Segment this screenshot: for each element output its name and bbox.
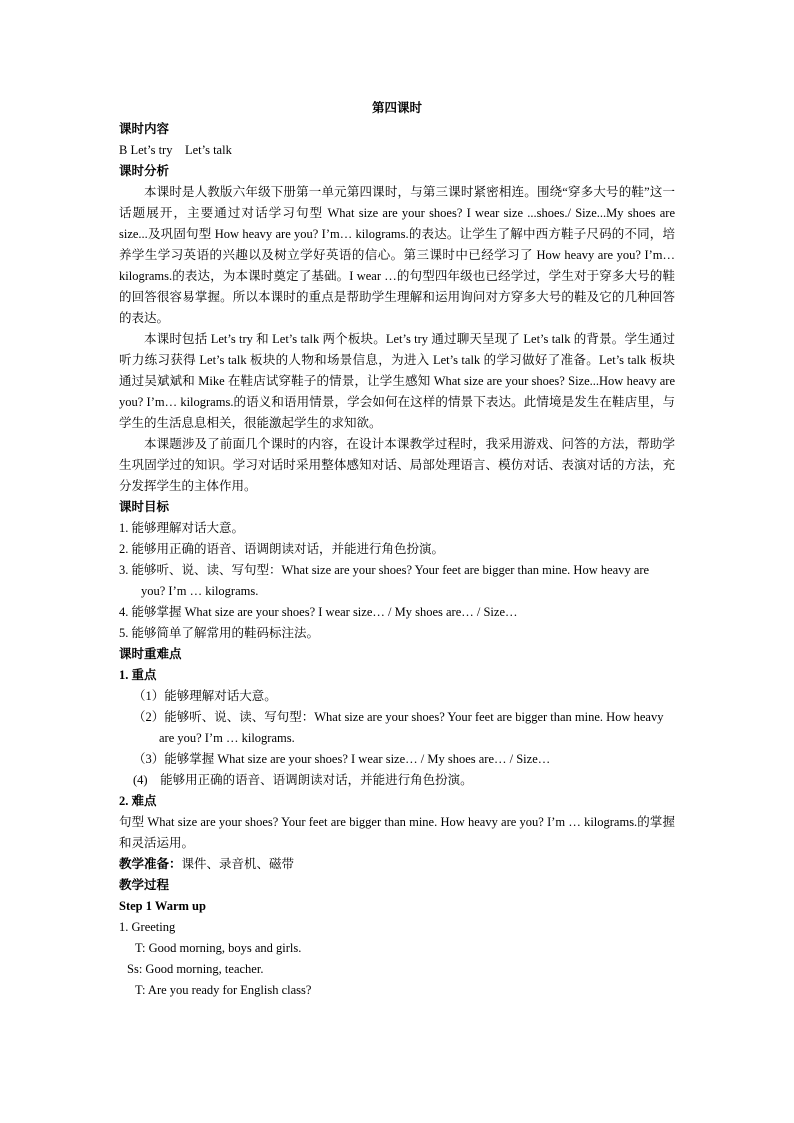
dialog-line: T: Are you ready for English class?	[135, 983, 312, 997]
goal-item: 3. 能够听、说、读、写句型：What size are your shoes? Your feet are bigger than mine. How heavy are you? I’m … kilograms.	[119, 563, 650, 598]
goal-item: 2. 能够用正确的语音、语调朗读对话，并能进行角色扮演。	[119, 542, 445, 556]
key-item: （2）能够听、说、读、写句型：What size are your shoes? Your feet are bigger than mine. How heavy are you? I’m … kilograms.	[133, 710, 664, 745]
analysis-paragraph-1: 本课时是人教版六年级下册第一单元第四课时，与第三课时紧密相连。围绕“穿多大号的鞋”这一话题展开，主要通过对话学习句型 What size are your shoes? I wear size ...shoes./ Size...My shoes are size...及巩固句型 How heavy are you? I’m… kilograms.的表达。让学生了解中西方鞋子尺码的不同，培养学生学习英语的兴趣以及树立学好英语的信心。第三课时中已经学习了 How heavy are you? I’m…kilograms.的表达，为本课时奠定了基础。I wear …的句型四年级也已经学过，学生对于穿多大号的鞋的回答很容易掌握。所以本课时的重点是帮助学生理解和运用询问对方穿多大号的鞋及它的几种回答的表达。	[119, 185, 675, 325]
section-heading-content: 课时内容	[119, 122, 170, 136]
step-heading: Step 1 Warm up	[119, 899, 206, 913]
section-heading-process: 教学过程	[119, 878, 170, 892]
prep-line	[119, 854, 675, 875]
prep-text: 课件、录音机、磁带	[181, 857, 295, 871]
content-line: B Let’s try Let’s talk	[119, 143, 232, 157]
section-heading-analysis: 课时分析	[119, 164, 170, 178]
analysis-paragraph-2: 本课时包括 Let’s try 和 Let’s talk 两个板块。Let’s try 通过聊天呈现了 Let’s talk 的背景。学生通过听力练习获得 Let’s talk 板块的人物和场景信息，为进入 Let’s talk 的学习做好了准备。Let’s talk 板块通过吴斌斌和 Mike 在鞋店试穿鞋子的情景，让学生感知 What size are your shoes? Size...How heavy are you? I’m… kilograms.的语义和语用情景，学会如何在这样的情景下表达。此情境是发生在鞋店里，与学生的生活息息相关，很能激起学生的求知欲。	[119, 332, 675, 430]
goal-item: 5. 能够简单了解常用的鞋码标注法。	[119, 626, 320, 640]
goal-item: 1. 能够理解对话大意。	[119, 521, 245, 535]
document-body	[119, 98, 675, 1001]
dialog-line: T: Good morning, boys and girls.	[135, 941, 302, 955]
greeting-heading: 1. Greeting	[119, 920, 176, 934]
key-item: （3）能够掌握 What size are your shoes? I wear size… / My shoes are… / Size…	[133, 752, 551, 766]
analysis-paragraph-3: 本课题涉及了前面几个课时的内容，在设计本课教学过程时，我采用游戏、问答的方法，帮助学生巩固学过的知识。学习对话时采用整体感知对话、局部处理语言、模仿对话、表演对话的方法，充分发挥学生的主体作用。	[119, 437, 675, 493]
section-heading-key-points: 课时重难点	[119, 647, 182, 661]
key-item: (4) 能够用正确的语音、语调朗读对话，并能进行角色扮演。	[133, 773, 473, 787]
key-subheading-1: 1. 重点	[119, 668, 157, 682]
key-item: （1）能够理解对话大意。	[133, 689, 277, 703]
dialog-line: Ss: Good morning, teacher.	[127, 962, 264, 976]
prep-label: 教学准备：	[119, 857, 182, 871]
goal-item: 4. 能够掌握 What size are your shoes? I wear size… / My shoes are… / Size…	[119, 605, 518, 619]
key-subheading-2: 2. 难点	[119, 794, 157, 808]
page-title: 第四课时	[371, 101, 422, 115]
difficulty-text: 句型 What size are your shoes? Your feet are bigger than mine. How heavy are you? I’m … kilograms.的掌握和灵活运用。	[119, 815, 675, 850]
section-heading-goals: 课时目标	[119, 500, 170, 514]
